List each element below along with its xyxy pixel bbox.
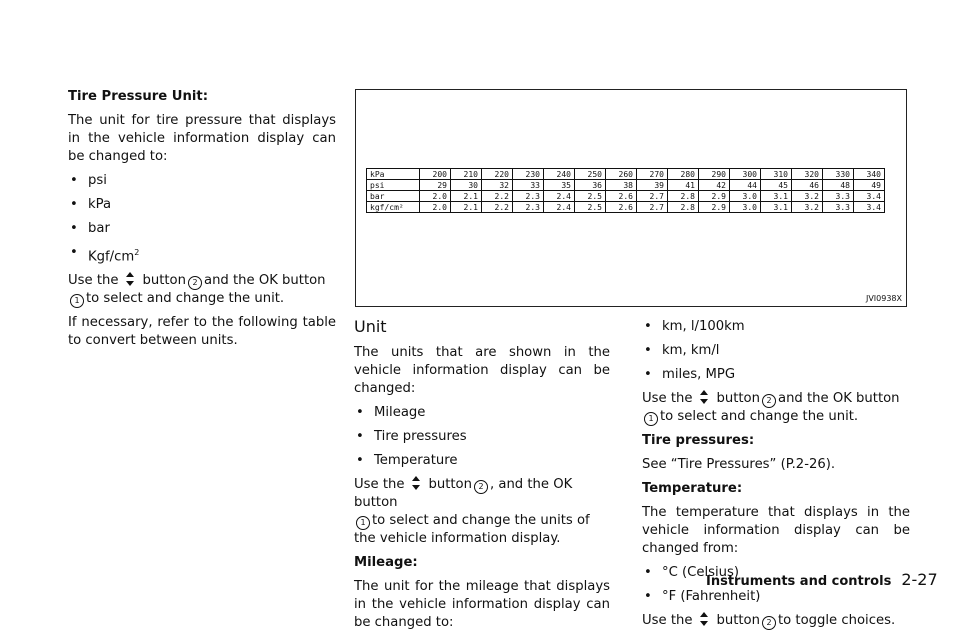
table-cell: 330 <box>823 169 854 180</box>
table-cell: 3.0 <box>730 191 761 202</box>
circle-1-icon: 1 <box>356 516 370 530</box>
list-item: • psi <box>70 173 107 188</box>
unit-intro: The units that are shown in the vehicle information display can be changed: <box>354 345 610 396</box>
section-title: Unit <box>354 317 387 336</box>
table-row <box>367 169 885 180</box>
table-cell: 210 <box>451 169 482 180</box>
table-cell: 300 <box>730 169 761 180</box>
unit-section <box>354 318 610 638</box>
table-cell: 30 <box>451 180 482 191</box>
tire-pressures-text: See “Tire Pressures” (P.2-26). <box>642 457 836 472</box>
table-cell: 3.4 <box>854 191 885 202</box>
table-cell: 29 <box>420 180 451 191</box>
refer-text: If necessary, refer to the following table to convert between units. <box>68 315 336 349</box>
instruction-text: Use the button 2 and the OK button 1 to select and change the unit. <box>642 391 900 424</box>
temperature-text: The temperature that displays in the vehicle information display can be changed from: <box>642 505 910 556</box>
table-cell: 320 <box>792 169 823 180</box>
table-cell: 2.1 <box>451 202 482 213</box>
table-cell: 250 <box>575 169 606 180</box>
table-cell: 2.7 <box>637 191 668 202</box>
table-cell: 33 <box>513 180 544 191</box>
table-cell: 3.2 <box>792 191 823 202</box>
tire-pressures-heading: Tire pressures: <box>642 433 755 448</box>
list-item: • °F (Fahrenheit) <box>644 589 761 604</box>
table-cell: 290 <box>699 169 730 180</box>
tire-pressure-unit-intro: The unit for tire pressure that displays in the vehicle information display can be changed to: <box>68 113 336 164</box>
tire-pressure-unit-section <box>68 88 336 356</box>
table-cell: 260 <box>606 169 637 180</box>
table-cell: 2.0 <box>420 191 451 202</box>
table-cell: 2.6 <box>606 202 637 213</box>
row-label: kgf/cm² <box>367 202 420 213</box>
figure-id: JVI0938X <box>865 294 902 303</box>
circle-1-icon: 1 <box>70 294 84 308</box>
circle-2-icon: 2 <box>188 276 202 290</box>
table-row <box>367 202 885 213</box>
table-cell: 44 <box>730 180 761 191</box>
list-item: • km, km/l <box>644 343 720 358</box>
circle-2-icon: 2 <box>474 480 488 494</box>
list-item: • Tire pressures <box>356 429 467 444</box>
table-row <box>367 180 885 191</box>
table-cell: 2.7 <box>637 202 668 213</box>
table-row <box>367 191 885 202</box>
page-footer <box>706 570 938 589</box>
table-cell: 2.9 <box>699 191 730 202</box>
list-item: • bar <box>70 221 110 236</box>
table-cell: 2.2 <box>482 202 513 213</box>
table-cell: 3.1 <box>761 202 792 213</box>
table-cell: 3.1 <box>761 191 792 202</box>
mileage-text: The unit for the mileage that displays in the vehicle information display can be changed to: <box>354 579 610 630</box>
chapter-title: Instruments and controls <box>706 574 892 589</box>
up-down-arrow-icon <box>126 272 134 286</box>
table-cell: 3.3 <box>823 191 854 202</box>
list-item: • km, l/100km <box>644 319 745 334</box>
list-item: • °C (Celsius) <box>644 565 740 580</box>
circle-2-icon: 2 <box>762 394 776 408</box>
table-cell: 49 <box>854 180 885 191</box>
temperature-heading: Temperature: <box>642 481 743 496</box>
pressure-conversion-table <box>366 168 885 213</box>
table-cell: 200 <box>420 169 451 180</box>
table-cell: 2.1 <box>451 191 482 202</box>
table-cell: 340 <box>854 169 885 180</box>
table-cell: 2.3 <box>513 191 544 202</box>
table-cell: 2.6 <box>606 191 637 202</box>
table-cell: 42 <box>699 180 730 191</box>
table-cell: 48 <box>823 180 854 191</box>
instruction-text: Use the button 2 to toggle choices. <box>642 613 896 628</box>
table-cell: 2.8 <box>668 202 699 213</box>
table-cell: 2.0 <box>420 202 451 213</box>
table-cell: 3.4 <box>854 202 885 213</box>
mileage-heading: Mileage: <box>354 555 418 570</box>
list-item: • Mileage <box>356 405 426 420</box>
table-cell: 2.8 <box>668 191 699 202</box>
table-cell: 270 <box>637 169 668 180</box>
page-number: 2-27 <box>901 570 938 589</box>
table-cell: 2.5 <box>575 202 606 213</box>
instruction-text: Use the button 2 and the OK button 1 to select and change the unit. <box>68 273 326 307</box>
table-cell: 38 <box>606 180 637 191</box>
table-cell: 230 <box>513 169 544 180</box>
table-cell: 36 <box>575 180 606 191</box>
instruction-text: Use the button 2 , and the OK button 1 to select and change the units of the vehicle information display. <box>354 477 590 546</box>
table-cell: 2.4 <box>544 202 575 213</box>
table-cell: 240 <box>544 169 575 180</box>
table-cell: 220 <box>482 169 513 180</box>
list-item: • miles, MPG <box>644 367 736 382</box>
circle-2-icon: 2 <box>762 616 776 630</box>
table-cell: 2.3 <box>513 202 544 213</box>
list-item: • kPa <box>70 197 112 212</box>
row-label: kPa <box>367 169 420 180</box>
table-cell: 45 <box>761 180 792 191</box>
conversion-figure <box>355 89 907 307</box>
table-cell: 2.2 <box>482 191 513 202</box>
table-cell: 3.3 <box>823 202 854 213</box>
table-cell: 280 <box>668 169 699 180</box>
up-down-arrow-icon <box>700 390 708 404</box>
table-cell: 3.0 <box>730 202 761 213</box>
list-item: • Temperature <box>356 453 458 468</box>
tire-pressure-unit-heading: Tire Pressure Unit: <box>68 89 208 104</box>
row-label: bar <box>367 191 420 202</box>
table-cell: 2.4 <box>544 191 575 202</box>
table-cell: 41 <box>668 180 699 191</box>
table-cell: 2.9 <box>699 202 730 213</box>
table-cell: 35 <box>544 180 575 191</box>
up-down-arrow-icon <box>412 476 420 490</box>
table-cell: 2.5 <box>575 191 606 202</box>
table-cell: 39 <box>637 180 668 191</box>
row-label: psi <box>367 180 420 191</box>
up-down-arrow-icon <box>700 612 708 626</box>
table-cell: 46 <box>792 180 823 191</box>
list-item: • Kgf/$cm^2$ <box>70 245 140 265</box>
circle-1-icon: 1 <box>644 412 658 426</box>
table-cell: 32 <box>482 180 513 191</box>
table-cell: 3.2 <box>792 202 823 213</box>
table-cell: 310 <box>761 169 792 180</box>
